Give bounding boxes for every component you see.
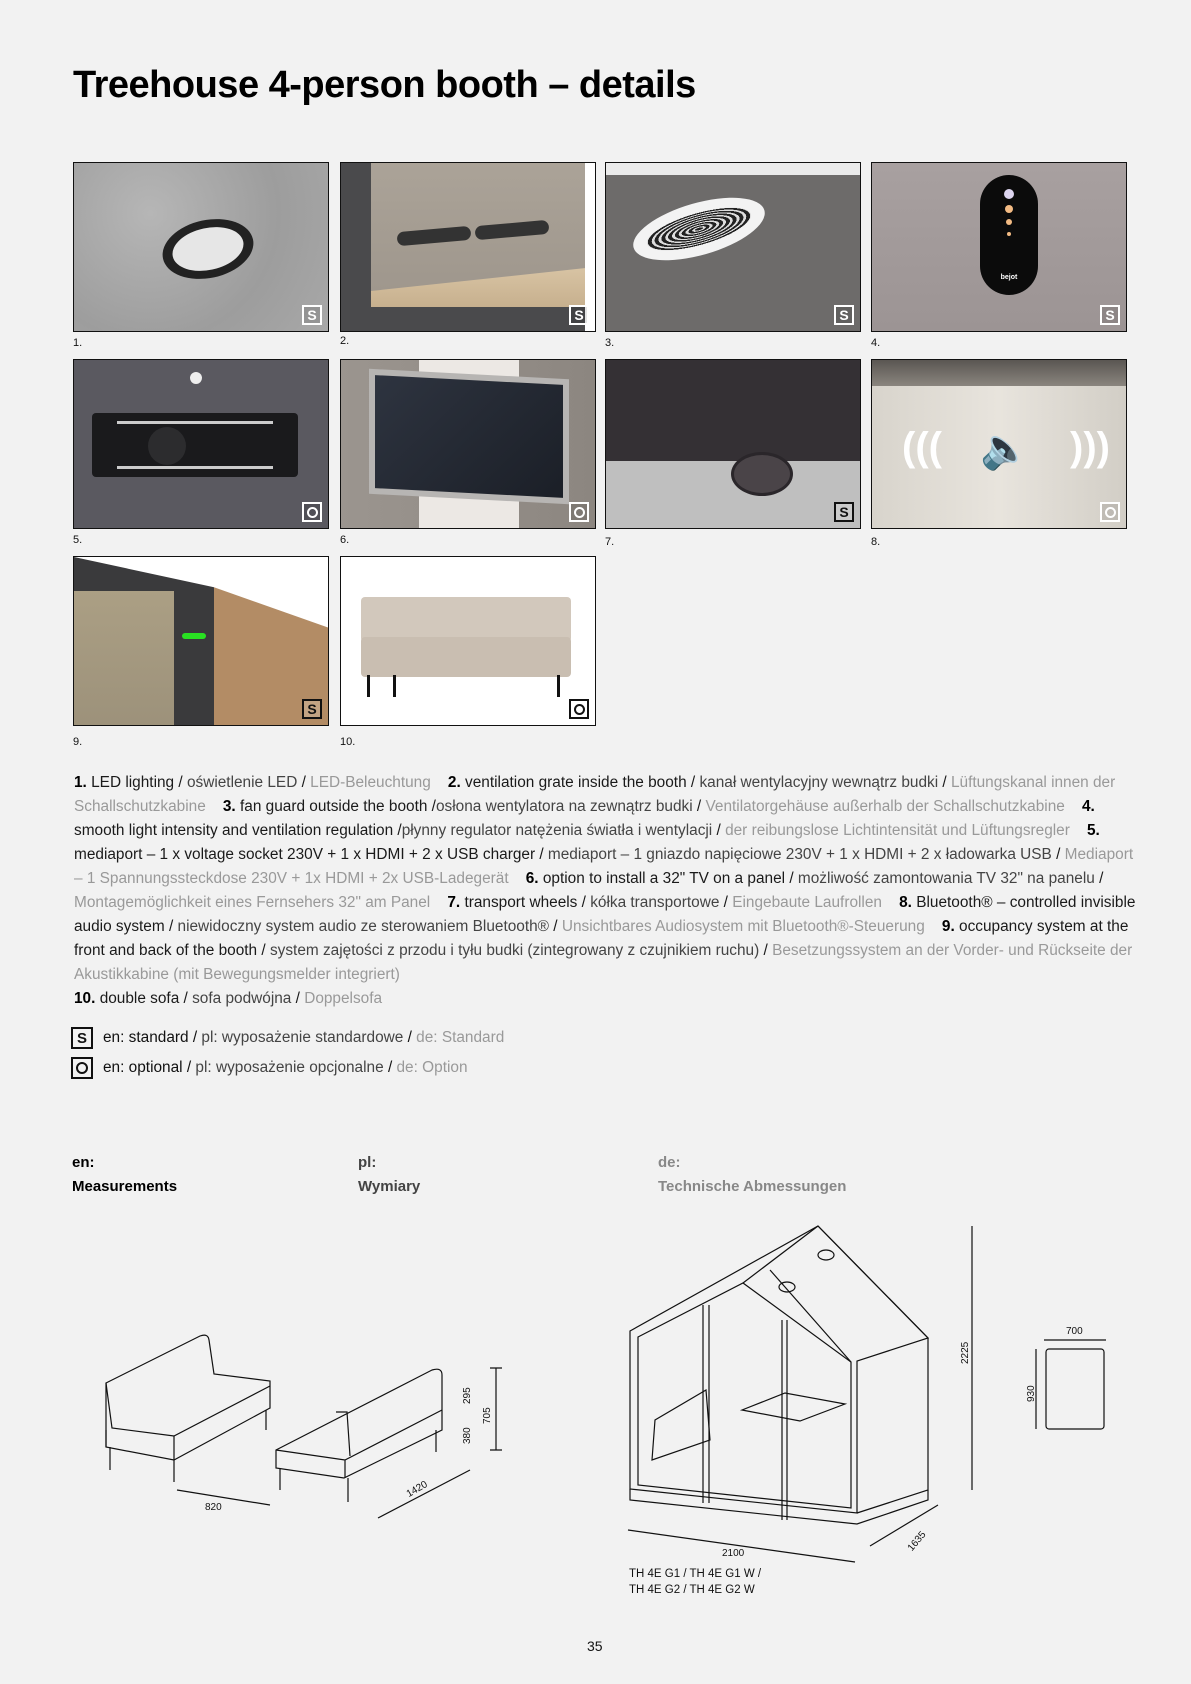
tile-caption: 6. <box>340 534 350 546</box>
booth-height-dim: 2225 <box>960 1341 971 1364</box>
page-title: Treehouse 4-person booth – details <box>73 64 696 106</box>
feature-item-8: 8. Bluetooth® – controlled invisible audio system / niewidoczny system audio ze sterowaniem Bluetooth® / Unsichtbares Audiosystem mit Bluetooth®-Steuerung <box>74 894 1136 935</box>
standard-badge: S <box>302 305 322 325</box>
feature-item-10: 10. double sofa / sofa podwójna / Doppelsofa <box>74 990 383 1007</box>
brand-label: bejot <box>1000 274 1018 281</box>
feature-item-6: 6. option to install a 32" TV on a panel / możliwość zamontowania TV 32" na panelu / Montagemöglichkeit eines Fernsehers 32" am Panel <box>74 870 1104 911</box>
tile-caption: 10. <box>340 736 356 748</box>
standard-badge: S <box>302 699 322 719</box>
booth-width-dim: 2100 <box>722 1548 745 1559</box>
sound-wave-icon: ((( <box>902 425 942 469</box>
tile-caption: 1. <box>73 337 83 349</box>
tile-caption: 5. <box>73 534 83 546</box>
feature-item-4: 4. smooth light intensity and ventilation regulation /płynny regulator natężenia światła i wentylacji / der reibungslose Lichtintensität und Lüftungsregler <box>74 798 1095 839</box>
tile-caption: 3. <box>605 337 615 349</box>
sofa-back-height-dim: 295 <box>462 1387 473 1404</box>
measurements-en-header: en: Measurements <box>72 1154 178 1195</box>
sofa-width-dim: 1420 <box>404 1479 430 1500</box>
feature-item-1: 1. LED lighting / oświetlenie LED / LED-Beleuchtung <box>74 774 431 791</box>
tile-caption: 9. <box>73 736 83 748</box>
model-codes: TH 4E G1 / TH 4E G1 W / TH 4E G2 / TH 4E G2 W <box>629 1568 762 1596</box>
tile-caption: 7. <box>605 536 615 548</box>
standard-badge: S <box>834 502 854 522</box>
tile-caption: 4. <box>871 337 881 349</box>
feature-item-5: 5. mediaport – 1 x voltage socket 230V + 1 x HDMI + 2 x USB charger / mediaport – 1 gniazdo napięciowe 230V + 1 x HDMI + 2 x ładowarka USB / Mediaport – 1 Spannungssteckdose 230V + 1x HDMI + 2x USB-Ladegerät <box>74 822 1134 887</box>
tile-caption: 8. <box>871 536 881 548</box>
legend-optional: en: optional / pl: wyposażenie opcjonalne / de: Option <box>71 1057 468 1079</box>
standard-badge: S <box>1100 305 1120 325</box>
standard-badge: S <box>834 305 854 325</box>
legend-standard: S en: standard / pl: wyposażenie standardowe / de: Standard <box>71 1027 504 1049</box>
standard-symbol-icon: S <box>71 1027 93 1049</box>
feature-item-2: 2. ventilation grate inside the booth / kanał wentylacyjny wewnątrz budki / Lüftungskanal innen der Schallschutzkabine <box>74 774 1116 815</box>
sofa-depth-dim: 820 <box>205 1502 222 1513</box>
measurements-pl-header: pl: Wymiary <box>358 1154 421 1195</box>
speaker-icon: 🔈 <box>980 427 1030 471</box>
tile-caption: 2. <box>340 335 350 347</box>
sofa-total-height-dim: 705 <box>482 1407 493 1424</box>
sofa-seat-height-dim: 380 <box>462 1427 473 1444</box>
booth-depth-dim: 1635 <box>905 1529 929 1554</box>
table-depth-dim: 930 <box>1026 1385 1037 1402</box>
standard-badge: S <box>569 305 589 325</box>
feature-item-9: 9. occupancy system at the front and back of the booth / system zajętości z przodu i tyłu budki (zintegrowany z czujnikiem ruchu) / Besetzungssystem an der Vorder- und Rückseite der Akustikkabine (mit Bewegungsmelder integriert) <box>74 918 1133 983</box>
measurements-de-header: de: Technische Abmessungen <box>658 1154 847 1195</box>
sound-wave-icon: ))) <box>1070 425 1110 469</box>
feature-item-3: 3. fan guard outside the booth /osłona wentylatora na zewnątrz budki / Ventilatorgehäuse außerhalb der Schallschutzkabine <box>222 798 1065 815</box>
table-width-dim: 700 <box>1066 1326 1083 1337</box>
feature-item-7: 7. transport wheels / kółka transportowe / Eingebaute Laufrollen <box>447 894 882 911</box>
page-number: 35 <box>587 1638 603 1654</box>
